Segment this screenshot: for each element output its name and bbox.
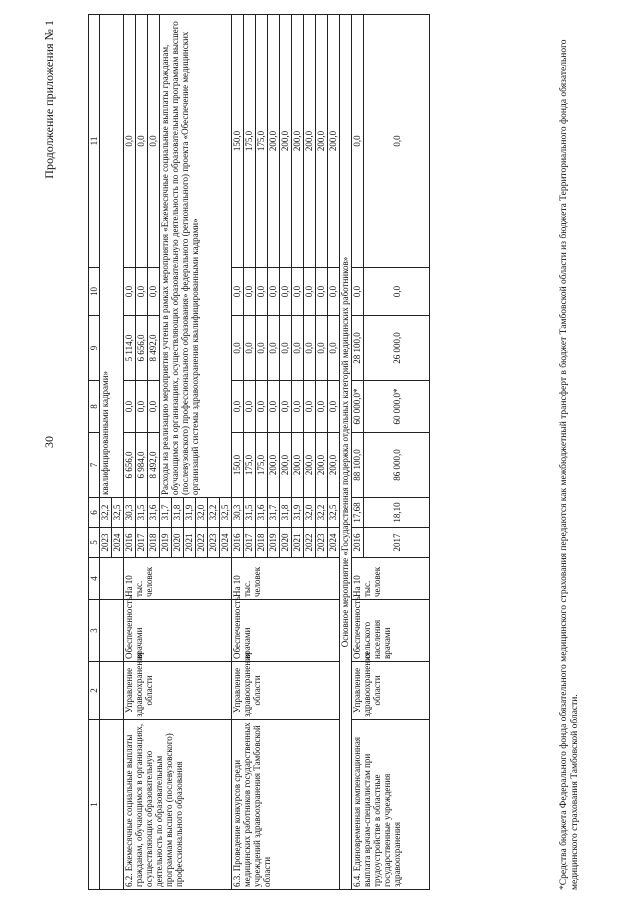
federal-funding: 0,0 [292,381,304,433]
indicator-value: 31,7 [268,498,280,528]
year-cell: 2018 [256,528,268,558]
indicator-value: 31,8 [172,498,184,528]
total-funding: 175,0 [256,433,268,498]
local-funding: 0,0 [352,268,364,316]
year-cell: 2018 [148,528,160,558]
appendix-header: Продолжение приложения № 1 [42,20,56,179]
local-funding: 0,0 [280,268,292,316]
other-funding: 0,0 [136,15,148,268]
year-cell: 2016 [124,528,136,558]
other-funding: 0,0 [352,15,364,268]
total-funding: 6 656,0 [124,433,136,498]
total-funding: 200,0 [280,433,292,498]
indicator-value: 17,68 [352,498,364,528]
indicator-value: 31,9 [184,498,196,528]
executor: Управление здравоохранения области [352,662,430,720]
federal-funding: 60 000,0* [364,381,430,433]
indicator-name: Обеспеченность врачами [232,600,340,662]
year-cell: 2016 [232,528,244,558]
local-funding: 0,0 [328,268,340,316]
federal-funding: 0,0 [316,381,328,433]
column-number: 9 [89,316,100,381]
year-cell: 2024 [112,528,124,558]
other-funding: 175,0 [256,15,268,268]
federal-funding: 0,0 [232,381,244,433]
continuation-note: квалифицированными кадрами» [100,15,124,498]
year-cell: 2017 [136,528,148,558]
activity-name: 6.3. Проведение конкурсов среди медицинских работников государственных учреждений здравоохранения Тамбовской области [232,720,340,890]
table-row [124,15,136,890]
federal-funding: 0,0 [244,381,256,433]
indicator-value: 32,5 [220,498,232,528]
federal-funding: 0,0 [124,381,136,433]
federal-funding: 60 000,0* [352,381,364,433]
local-funding: 0,0 [124,268,136,316]
regional-funding: 0,0 [232,316,244,381]
year-cell: 2019 [160,528,172,558]
local-funding: 0,0 [292,268,304,316]
federal-funding: 0,0 [256,381,268,433]
total-funding: 150,0 [232,433,244,498]
regional-funding: 5 114,0 [124,316,136,381]
indicator-value: 31,5 [244,498,256,528]
local-funding: 0,0 [316,268,328,316]
executor: Управление здравоохранения области [124,662,232,720]
empty-cell [100,600,124,662]
regional-funding: 0,0 [256,316,268,381]
total-funding: 200,0 [304,433,316,498]
year-cell: 2020 [280,528,292,558]
year-cell: 2017 [364,528,430,558]
column-number: 4 [89,558,100,600]
table-row [232,15,244,890]
page-number: 30 [42,436,56,448]
indicator-value: 32,2 [208,498,220,528]
unit: На 10 тыс. человек [352,558,430,600]
other-funding: 200,0 [280,15,292,268]
regional-funding: 26 000,0 [364,316,430,381]
year-cell: 2024 [328,528,340,558]
other-funding: 200,0 [304,15,316,268]
activity-name: 6.4. Единовременная компенсационная выплата врачам-специалистам при трудоустройстве в областные государственные учреждения здравоохранения [352,720,430,890]
empty-cell [100,720,124,890]
total-funding: 6 984,0 [136,433,148,498]
federal-funding: 0,0 [328,381,340,433]
total-funding: 200,0 [328,433,340,498]
year-cell: 2024 [220,528,232,558]
local-funding: 0,0 [148,268,160,316]
indicator-value: 32,0 [304,498,316,528]
regional-funding: 0,0 [328,316,340,381]
funding-note: Расходы на реализацию мероприятия учтены в рамках мероприятия «Ежемесячные социальные выплаты гражданам, обучающимся в организациях, осуществляющих образовательную деятельность по образовательным программам высшего (послевузовского) профессионального образования» федерального (регионального) проекта «Обеспечение медицинских организаций системы здравоохранения квалифицированными кадрами» [160,15,232,498]
column-number: 8 [89,381,100,433]
total-funding: 175,0 [244,433,256,498]
indicator-value: 31,9 [292,498,304,528]
empty-cell [100,558,124,600]
total-funding: 8 492,0 [148,433,160,498]
year-cell: 2023 [316,528,328,558]
section-row [340,15,352,890]
indicator-value: 32,5 [112,498,124,528]
federal-funding: 0,0 [280,381,292,433]
year-cell: 2021 [292,528,304,558]
regional-funding: 0,0 [304,316,316,381]
other-funding: 0,0 [148,15,160,268]
regional-funding: 28 100,0 [352,316,364,381]
total-funding: 88 100,0 [352,433,364,498]
local-funding: 0,0 [244,268,256,316]
year-cell: 2021 [184,528,196,558]
total-funding: 200,0 [316,433,328,498]
regional-funding: 6 656,0 [136,316,148,381]
year-cell: 2022 [304,528,316,558]
indicator-value: 31,6 [256,498,268,528]
total-funding: 200,0 [292,433,304,498]
column-number: 3 [89,600,100,662]
column-number: 2 [89,662,100,720]
table-row [100,15,112,890]
unit: На 10 тыс. человек [124,558,232,600]
other-funding: 175,0 [244,15,256,268]
year-cell: 2020 [172,528,184,558]
year-cell: 2016 [352,528,364,558]
federal-funding: 0,0 [268,381,280,433]
regional-funding: 0,0 [280,316,292,381]
column-number: 6 [89,498,100,528]
regional-funding: 8 492,0 [148,316,160,381]
year-cell: 2019 [268,528,280,558]
column-number: 10 [89,268,100,316]
indicator-value: 31,6 [148,498,160,528]
footnote: *Средства бюджета Федерального фонда обязательного медицинского страхования передаются как межбюджетный трансферт в бюджет Тамбовской области из бюджета Территориального фонда обязательного медицинского страхования Тамбовской области. [559,39,580,890]
local-funding: 0,0 [304,268,316,316]
local-funding: 0,0 [268,268,280,316]
table-row [352,15,364,890]
regional-funding: 0,0 [292,316,304,381]
column-number: 11 [89,15,100,268]
program-activities-table [88,14,430,890]
local-funding: 0,0 [136,268,148,316]
other-funding: 200,0 [292,15,304,268]
indicator-value: 30,3 [124,498,136,528]
column-number: 1 [89,720,100,890]
other-funding: 200,0 [316,15,328,268]
activity-name: 6.2. Ежемесячные социальные выплаты гражданам, обучающимся в организациях, осуществляющих образовательную деятельность по образовательным программам высшего (послевузовского) профессионального образования [124,720,232,890]
indicator-value: 31,8 [280,498,292,528]
federal-funding: 0,0 [304,381,316,433]
regional-funding: 0,0 [268,316,280,381]
local-funding: 0,0 [256,268,268,316]
year-cell: 2023 [208,528,220,558]
regional-funding: 0,0 [316,316,328,381]
section-title: Основное мероприятие «Государственная поддержка отдельных категорий медицинских работников» [340,15,352,890]
executor: Управление здравоохранения области [232,662,340,720]
indicator-name: Обеспеченность сельского населения врачами [352,600,430,662]
other-funding: 200,0 [328,15,340,268]
column-number-row [89,15,100,890]
column-number: 5 [89,528,100,558]
total-funding: 86 000,0 [364,433,430,498]
year-cell: 2017 [244,528,256,558]
federal-funding: 0,0 [136,381,148,433]
regional-funding: 0,0 [244,316,256,381]
other-funding: 200,0 [268,15,280,268]
total-funding: 200,0 [268,433,280,498]
unit: На 10 тыс. человек [232,558,340,600]
local-funding: 0,0 [232,268,244,316]
other-funding: 150,0 [232,15,244,268]
indicator-value: 32,2 [316,498,328,528]
indicator-value: 18,10 [364,498,430,528]
empty-cell [100,662,124,720]
indicator-value: 30,3 [232,498,244,528]
other-funding: 0,0 [124,15,136,268]
column-number: 7 [89,433,100,498]
local-funding: 0,0 [364,268,430,316]
year-cell: 2022 [196,528,208,558]
indicator-value: 32,0 [196,498,208,528]
indicator-name: Обеспеченность врачами [124,600,232,662]
indicator-value: 32,2 [100,498,112,528]
indicator-value: 31,7 [160,498,172,528]
year-cell: 2023 [100,528,112,558]
federal-funding: 0,0 [148,381,160,433]
indicator-value: 32,5 [328,498,340,528]
indicator-value: 31,5 [136,498,148,528]
other-funding: 0,0 [364,15,430,268]
